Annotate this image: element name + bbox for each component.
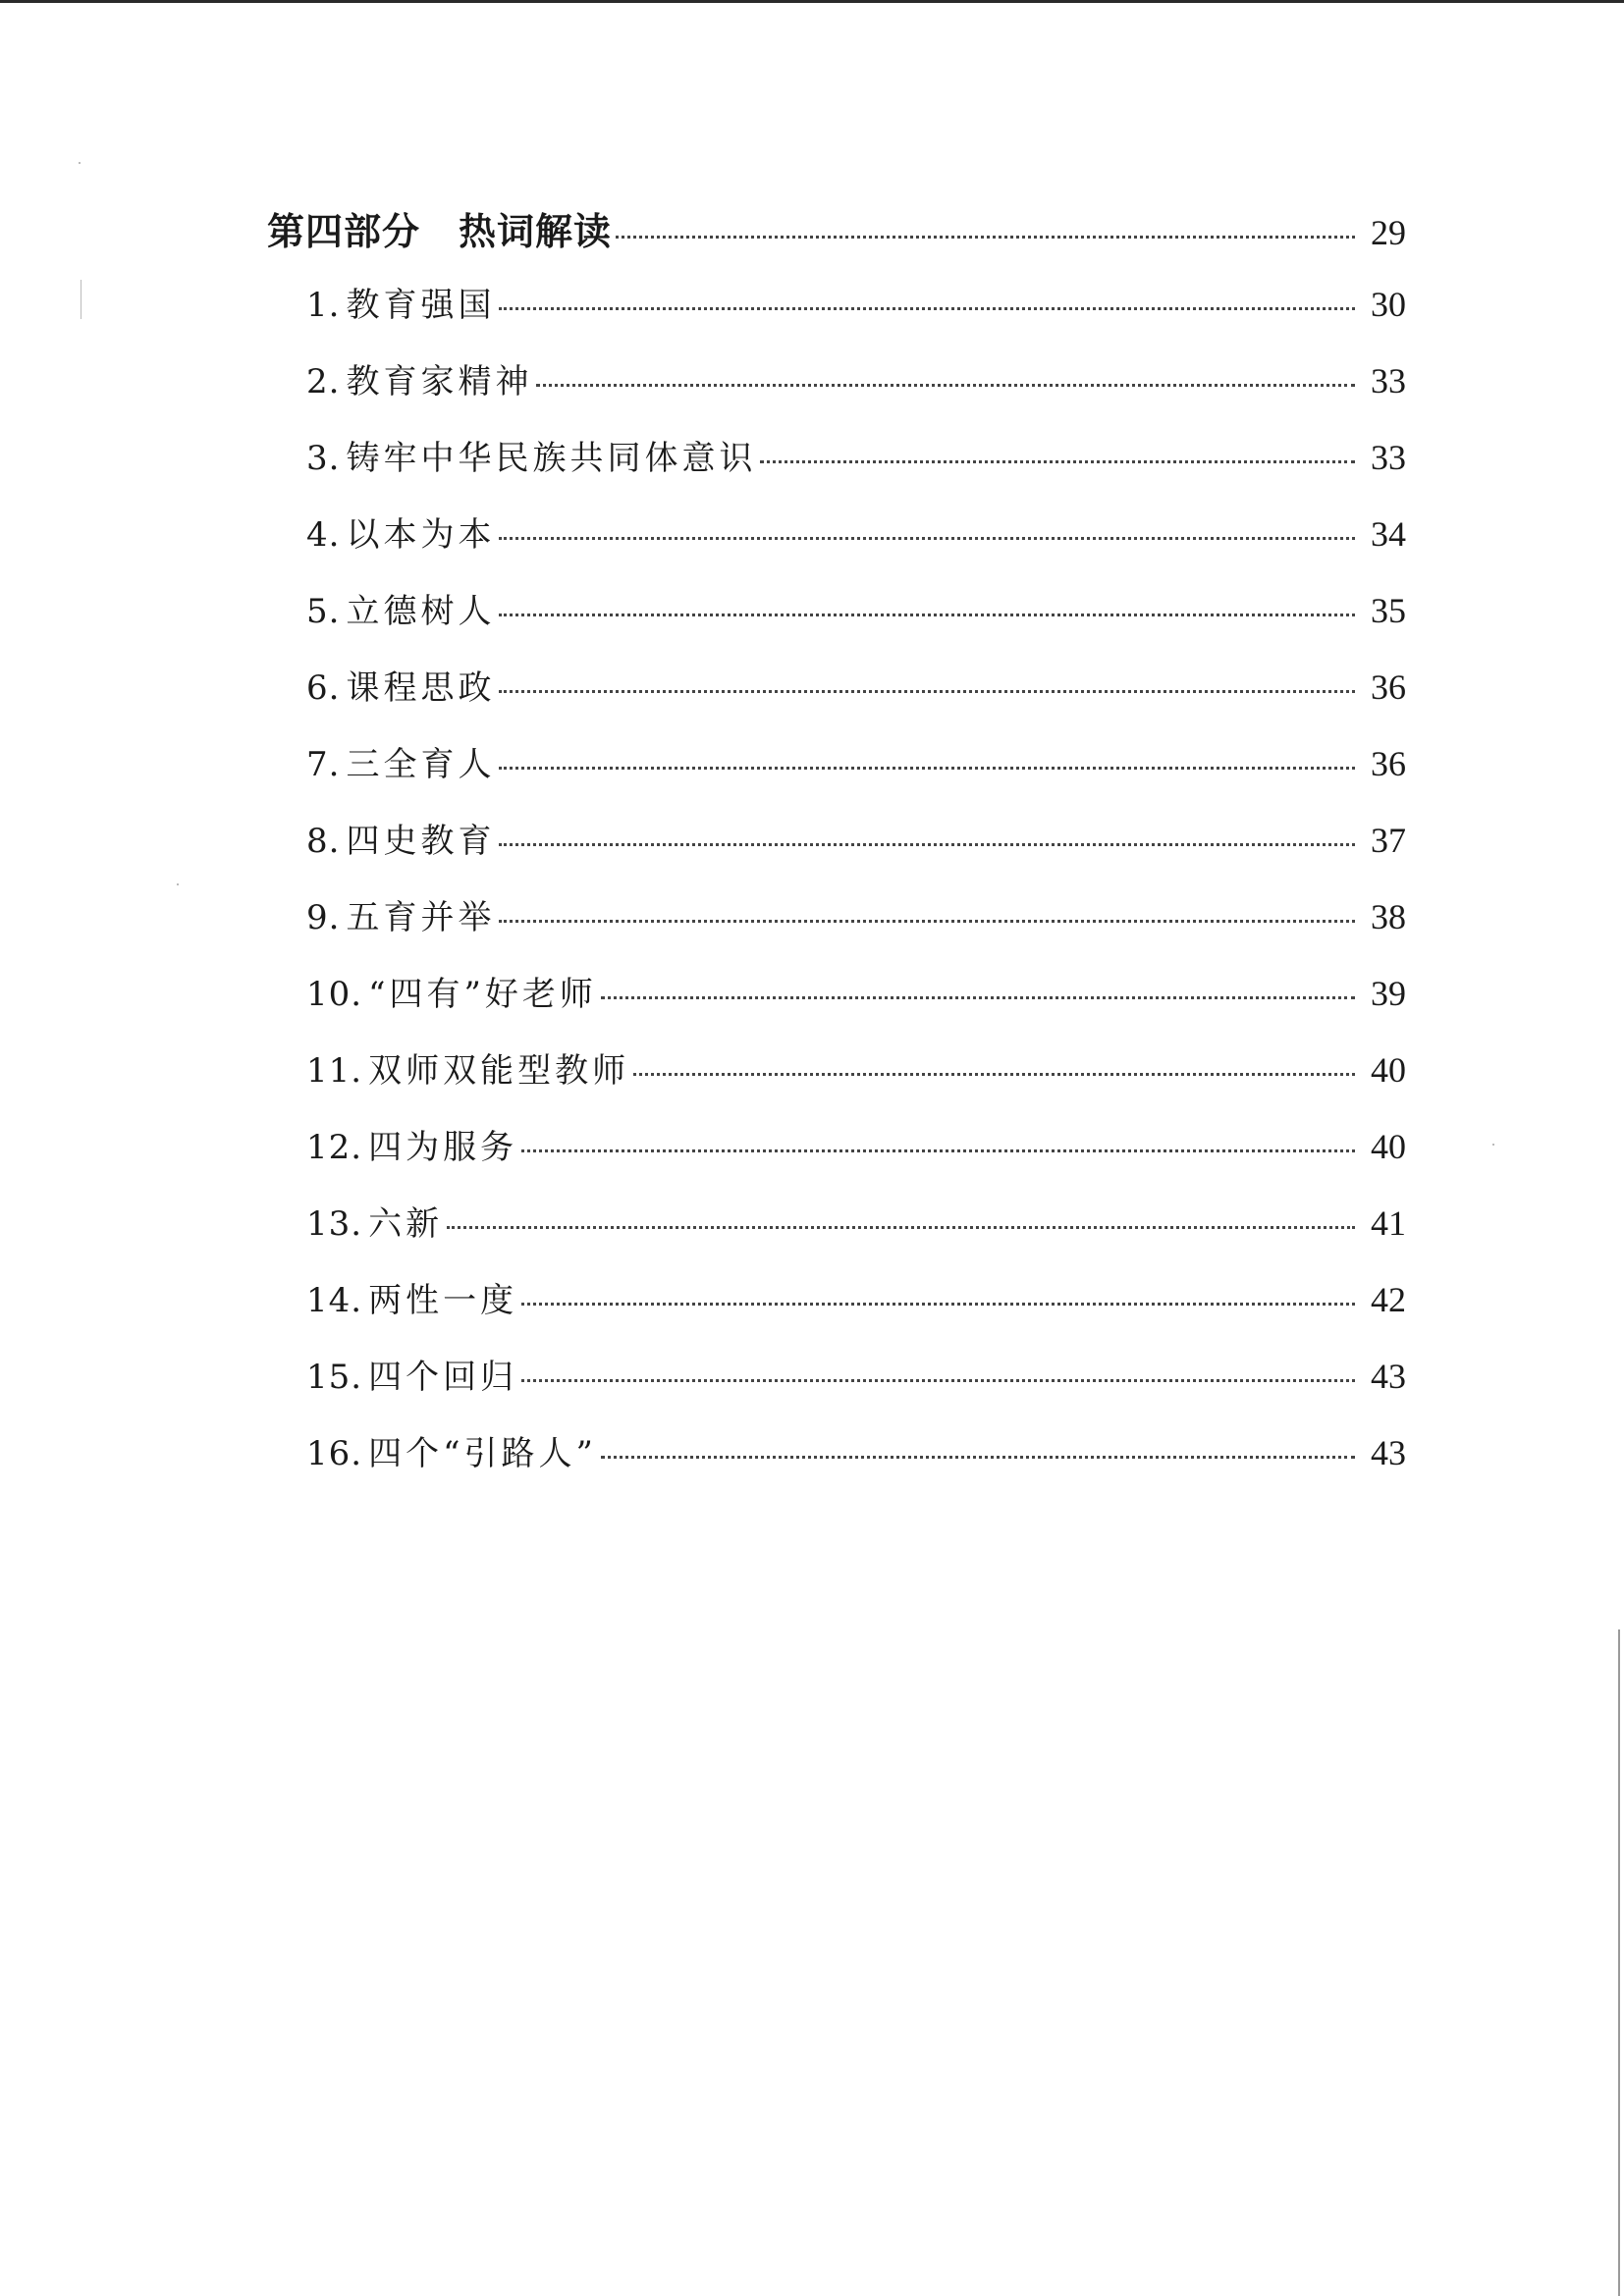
toc-item-title: 三全育人: [346, 745, 496, 784]
toc-item-page: 36: [1371, 667, 1406, 707]
toc-item-number: 3.: [306, 439, 341, 478]
toc-item-page: 36: [1371, 744, 1406, 783]
toc-item-title: 铸牢中华民族共同体意识: [346, 439, 757, 478]
toc-item-title: 四史教育: [346, 822, 496, 861]
toc-item-page: 40: [1371, 1050, 1406, 1090]
scan-top-edge: [0, 0, 1624, 3]
toc-leader-dots: [499, 614, 1355, 616]
toc-heading[interactable]: [267, 201, 1406, 278]
scan-speck: [79, 162, 81, 164]
toc-item-page: 43: [1371, 1357, 1406, 1396]
toc-item-title: 双师双能型教师: [368, 1051, 630, 1091]
toc-item-number: 16.: [306, 1434, 363, 1473]
toc-item-page: 33: [1371, 438, 1406, 477]
toc-heading-title: 第四部分 热词解读: [267, 210, 613, 253]
toc-item-9[interactable]: [267, 890, 1406, 967]
toc-item-14[interactable]: [267, 1273, 1406, 1350]
toc-item-page: 33: [1371, 361, 1406, 400]
toc-leader-dots: [760, 460, 1355, 463]
toc-item-title: 两性一度: [368, 1281, 518, 1320]
toc-item-number: 7.: [306, 745, 341, 784]
toc-item-number: 2.: [306, 362, 341, 401]
toc-item-page: 39: [1371, 974, 1406, 1013]
toc-item-number: 1.: [306, 286, 341, 325]
toc-item-title: “四有”好老师: [368, 975, 597, 1014]
toc-leader-dots: [499, 920, 1355, 923]
toc-item-title: 四个“引路人”: [368, 1434, 597, 1473]
toc-item-15[interactable]: [267, 1350, 1406, 1426]
toc-item-13[interactable]: [267, 1197, 1406, 1273]
toc-item-page: 41: [1371, 1203, 1406, 1243]
toc-item-12[interactable]: [267, 1120, 1406, 1197]
toc-item-10[interactable]: [267, 967, 1406, 1043]
table-of-contents: [267, 201, 1406, 1503]
toc-item-title: 立德树人: [346, 592, 496, 631]
toc-item-page: 37: [1371, 821, 1406, 860]
toc-leader-dots: [601, 1456, 1355, 1459]
toc-item-number: 10.: [306, 975, 363, 1014]
toc-item-number: 5.: [306, 592, 341, 631]
toc-item-7[interactable]: [267, 737, 1406, 814]
toc-leader-dots: [499, 843, 1355, 846]
toc-item-page: 30: [1371, 285, 1406, 324]
toc-leader-dots: [521, 1379, 1355, 1382]
toc-item-title: 四个回归: [368, 1358, 518, 1397]
toc-item-1[interactable]: [267, 278, 1406, 354]
toc-item-6[interactable]: [267, 661, 1406, 737]
toc-item-2[interactable]: [267, 354, 1406, 431]
toc-leader-dots: [499, 537, 1355, 540]
toc-leader-dots: [633, 1073, 1355, 1076]
toc-item-number: 14.: [306, 1281, 363, 1320]
toc-item-page: 40: [1371, 1127, 1406, 1166]
toc-item-11[interactable]: [267, 1043, 1406, 1120]
toc-heading-page: 29: [1371, 213, 1406, 252]
toc-leader-dots: [521, 1149, 1355, 1152]
scan-speck: [177, 883, 179, 885]
toc-item-title: 教育家精神: [346, 362, 533, 401]
toc-leader-dots: [447, 1226, 1355, 1229]
toc-item-number: 9.: [306, 898, 341, 937]
toc-item-number: 4.: [306, 515, 341, 555]
toc-item-title: 以本为本: [346, 515, 496, 555]
toc-leader-dots: [601, 996, 1355, 999]
toc-item-number: 13.: [306, 1204, 363, 1244]
toc-item-page: 42: [1371, 1280, 1406, 1319]
toc-item-4[interactable]: [267, 507, 1406, 584]
toc-item-3[interactable]: [267, 431, 1406, 507]
toc-item-number: 15.: [306, 1358, 363, 1397]
toc-leader-dots: [499, 690, 1355, 693]
toc-item-number: 8.: [306, 822, 341, 861]
toc-item-page: 43: [1371, 1433, 1406, 1472]
toc-leader-dots: [536, 384, 1355, 387]
toc-item-number: 11.: [306, 1051, 363, 1091]
scan-right-edge: [1618, 1629, 1620, 2296]
toc-item-8[interactable]: [267, 814, 1406, 890]
toc-item-16[interactable]: [267, 1426, 1406, 1503]
toc-item-page: 38: [1371, 897, 1406, 936]
toc-item-number: 6.: [306, 668, 341, 708]
toc-leader-dots: [499, 767, 1355, 770]
toc-item-title: 教育强国: [346, 286, 496, 325]
toc-item-page: 34: [1371, 514, 1406, 554]
toc-item-title: 五育并举: [346, 898, 496, 937]
toc-leader-dots: [499, 307, 1355, 310]
toc-item-title: 六新: [368, 1204, 444, 1244]
scan-speck: [1492, 1144, 1494, 1146]
toc-leader-dots: [616, 236, 1355, 239]
toc-item-title: 四为服务: [368, 1128, 518, 1167]
toc-item-title: 课程思政: [346, 668, 496, 708]
toc-leader-dots: [521, 1303, 1355, 1306]
toc-item-number: 12.: [306, 1128, 363, 1167]
toc-item-page: 35: [1371, 591, 1406, 630]
toc-item-5[interactable]: [267, 584, 1406, 661]
